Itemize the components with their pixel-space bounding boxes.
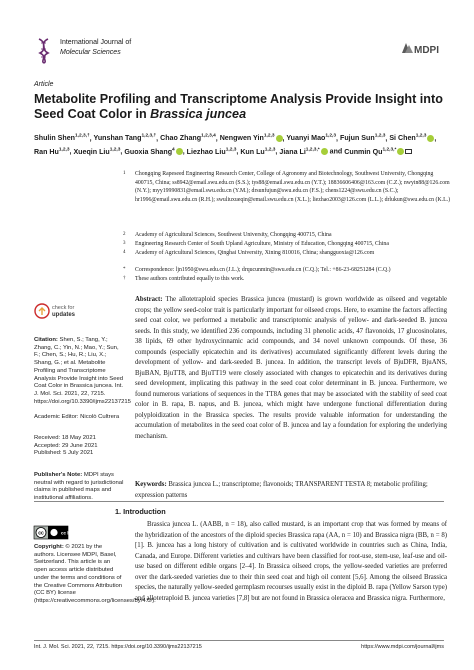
author-name: Kun Lu — [240, 147, 265, 156]
author-affiliation-sup: 1,2,3 — [109, 147, 121, 153]
affiliation-number: 1 — [123, 171, 126, 176]
affiliation — [123, 240, 453, 249]
author[interactable] — [340, 134, 385, 142]
author-affiliation-sup: 1,2,3 — [225, 147, 237, 153]
affiliation — [123, 231, 453, 240]
author[interactable] — [344, 148, 412, 156]
affiliation-text: Academy of Agricultural Sciences, Southwest University, Chongqing 400715, China — [135, 232, 332, 238]
keywords-label: Keywords: — [135, 481, 167, 488]
keywords — [135, 480, 447, 501]
author-affiliation-sup: 1,2,3,* — [305, 147, 320, 153]
author-name: Si Chen — [389, 134, 416, 143]
author-name: Nengwen Yin — [219, 134, 264, 143]
section-heading: 1. Introduction — [115, 507, 166, 516]
author-affiliation-sup: 1,2,3 — [415, 134, 427, 139]
author[interactable] — [124, 148, 182, 156]
author-affiliation-sup: 1,2,3 — [263, 134, 275, 139]
author-list: Shulin Shen$^{1,2,3,\dagger}$, Yunshan Tang$^{1,2,3,\dagger}$, Chao Zhang$^{1,2,3,4}$, Nengwen Yin$^{1,2,3}$ , Yuanyi Mao$^{1,2,3}$, Fujun Sun$^{1,2,3}$, Si Chen$^{1,2,3}$ , Ran Hu$^{1,2,3}$, Xueqin Liu$^{1,2,3}$, Guoxia Shang$^4$ , Liezhao Liu$^{1,2,3}$, Kun Lu$^{1,2,3}$, Jiana $Li^{1,2,3,*}$ and Cunmin $Qu^{1,2,3,*}$ — [34, 134, 437, 156]
check-updates-line1: check for — [52, 305, 75, 311]
author[interactable] — [34, 134, 90, 142]
article-title — [34, 92, 444, 122]
check-updates-line2: updates — [52, 312, 76, 318]
copyright-block — [34, 544, 156, 606]
affiliation — [123, 266, 453, 275]
email-icon[interactable] — [405, 149, 412, 154]
author-name: Cunmin Qu — [344, 147, 383, 156]
author-affiliation-sup: 1,2,3,† — [141, 134, 157, 139]
author-name: Guoxia Shang — [124, 147, 173, 156]
dates-block — [34, 435, 124, 458]
affiliation-text: These authors contributed equally to this work. — [135, 276, 245, 282]
affiliation — [123, 170, 453, 205]
affiliation-text: Academy of Agricultural Sciences, Qinghai University, Xining 810016, China; shangguoxia@126.com — [135, 250, 375, 256]
footer-journal-link[interactable]: https://www.mdpi.com/journal/ijms — [361, 644, 444, 650]
title-text: Metabolite Profiling and Transcriptome Analysis Provide Insight into Seed Coat Color in — [34, 92, 443, 121]
introduction-body: Brassica juncea L. (AABB, n = 18), also called mustard, is an important crop that was formed by means of the hybridization of the ancestors of the diploid species Brassica rapa (AA, n = 10) and Brassica nigra (BB, n = 8) [1]. B. juncea has a long history of cultivation and is cultivated worldwide in countries such as China, India, Canada, and Europe. Different varieties and cultivars have been classified for root-use, stem-use, leaf-use and oil-use based on different edible organs [2–4]. In Brassica oilseed crops, the yellow-seeded varieties are preferred over the dark-seeded varieties due to their thin seed coat and high oil content [5,6]. Among the oilseed Brassica species, the naturally yellow-seeded germplasm recourses usually exist in the diploid B. rapa (Yellow Sarson type) and allotetraploid B. juncea varieties [7,8] but are not found in Brassica oleracea and Brassica nigra. Furthermore, — [135, 521, 447, 602]
orcid-icon[interactable] — [397, 148, 404, 155]
academic-editor: Academic Editor: Nicolò Cultrera — [34, 414, 120, 420]
orcid-icon[interactable] — [321, 148, 328, 155]
cc-by-license-badge[interactable] — [34, 526, 73, 539]
author-name: Chao Zhang — [160, 134, 202, 143]
author-name: Shulin Shen — [34, 134, 75, 143]
author-affiliation-sup: 1,2,3,4 — [201, 134, 216, 139]
author[interactable] — [279, 148, 327, 156]
author-name: Yunshan Tang — [93, 134, 142, 143]
author[interactable] — [220, 134, 283, 142]
keywords-text: Brassica juncea L.; transcriptome; flavonoids; TRANSPARENT TESTA 8; metabolic profiling; expression patterns — [135, 481, 428, 499]
abstract-label: Abstract: — [135, 296, 163, 303]
affiliation — [123, 275, 453, 284]
svg-text:cc: cc — [38, 530, 44, 537]
received-date: Received: 18 May 2021 — [34, 435, 96, 441]
journal-logo-icon — [34, 37, 54, 63]
orcid-icon[interactable] — [427, 135, 434, 142]
orcid-icon[interactable] — [276, 135, 283, 142]
author[interactable] — [187, 148, 237, 156]
author-name: Fujun Sun — [340, 134, 375, 143]
author[interactable] — [389, 134, 434, 142]
license-badge-text: cc by — [61, 530, 73, 536]
author-affiliation-sup: 1,2,3 — [325, 134, 337, 139]
author[interactable] — [240, 148, 275, 156]
affiliation-text: Correspondence: ljn1950@swu.edu.cn (J.L.); drqucunmin@swu.edu.cn (C.Q.); Tel.: +86-23-68251284 (C.Q.) — [135, 267, 391, 273]
affiliation-text: Engineering Research Center of South Upland Agriculture, Ministry of Education, Chongqing 400715, China — [135, 241, 389, 247]
footer-citation[interactable]: Int. J. Mol. Sci. 2021, 22, 7215. https://doi.org/10.3390/ijms22137215 — [34, 644, 202, 650]
author-affiliation-sup: 1,2,3 — [58, 147, 70, 153]
orcid-icon[interactable] — [176, 148, 183, 155]
author[interactable] — [286, 134, 336, 142]
affiliation-number: † — [123, 276, 126, 281]
check-for-updates-badge[interactable] — [34, 299, 84, 323]
author-name: Ran Hu — [34, 147, 59, 156]
publisher-note-label: Publisher's Note: — [34, 472, 83, 478]
author-affiliation-sup: 4 — [172, 147, 175, 153]
published-date: Published: 5 July 2021 — [34, 450, 94, 457]
journal-name-line1: International Journal of — [60, 39, 132, 46]
abstract-text: The allotetraploid species Brassica juncea (mustard) is grown worldwide as oilseed and vegetable crops; the yellow seed-color trait is particularly important for oilseed crops. Here, to examine the factors affecting seed coat color, we performed a metabolic and transcriptomic analysis of yellow- and dark-seeded B. juncea seeds. In this study, we identified 236 compounds, including 31 phenolic acids, 47 flavonoids, 17 glucosinolates, 38 lipids, 69 other hydroxycinnamic acid compounds, and 34 novel unknown compounds. Of these, 36 compounds (especially epicatechin and its derivatives) accumulated significantly different levels during the development of yellow- and dark-seeded B. juncea. In addition, the transcript levels of BjuDFR, BjuANS, BjuBAN, BjuTT8, and BjuTT19 were closely associated with changes to epicatechin and its derivatives during seed development, implicating this pathway in the seed coat color determinant in B. juncea. Furthermore, we found numerous variations of sequences in the TT8A genes that may be associated with the stability of seed coat color in B. rapa, B. napus, and B. juncea, which might have undergone functional differentiation during polyploidization in the Brassica species. The results provide valuable information for understanding the accumulation of metabolites in the seed coat color of B. juncea and lay a foundation for exploring the underlying mechanism. — [135, 296, 448, 440]
mdpi-logo-text: MDPI — [414, 45, 439, 56]
author-affiliation-sup: 1,2,3 — [374, 134, 386, 139]
introduction-text — [135, 520, 447, 604]
author-affiliation-sup: 1,2,3 — [264, 147, 276, 153]
author[interactable] — [160, 134, 216, 142]
page-footer — [34, 640, 444, 652]
abstract — [135, 295, 447, 442]
citation-block — [34, 337, 131, 406]
journal-name[interactable] — [60, 38, 131, 57]
publisher-note-text: MDPI stays neutral with regard to jurisdictional claims in published maps and institutional affiliations. — [34, 472, 124, 502]
affiliation-number: 2 — [123, 232, 126, 237]
affiliation-number: 4 — [123, 250, 126, 255]
accepted-date: Accepted: 29 June 2021 — [34, 442, 98, 449]
author-affiliation-sup: 1,2,3,* — [382, 147, 397, 153]
copyright-text: © 2021 by the authors. Licensee MDPI, Basel, Switzerland. This article is an open access article distributed under the terms and conditions of the Creative Commons Attribution (CC BY) license (https://creativecommons.org/licenses/by/4.0/). — [34, 544, 156, 604]
journal-name-line2: Molecular Sciences — [60, 48, 121, 56]
section-divider — [34, 501, 444, 502]
author-name: Xueqin Liu — [73, 147, 110, 156]
citation-label: Citation: — [34, 337, 58, 343]
citation-text: Shen, S.; Tang, Y.; Zhang, C.; Yin, N.; Mao, Y.; Sun, F.; Chen, S.; Hu, R.; Liu, X.; Shang, G.; et al. Metabolite Profiling and Transcriptome Analysis Provide Insight into Seed Coat Color in Brassica juncea. Int. J. Mol. Sci. 2021, 22, 7215. https://doi.org/10.3390/ijms22137215 — [34, 337, 131, 405]
author-name: Liezhao Liu — [186, 147, 226, 156]
title-species: Brassica juncea — [150, 107, 247, 121]
author-affiliation-sup: 1,2,3,† — [75, 134, 90, 139]
affiliation — [123, 249, 453, 258]
copyright-label: Copyright: — [34, 544, 64, 550]
author[interactable] — [94, 134, 157, 142]
author-name: Jiana Li — [279, 147, 306, 156]
author[interactable] — [34, 148, 70, 156]
publisher-note — [34, 472, 124, 503]
author-name: Yuanyi Mao — [286, 134, 326, 143]
affiliation-number: * — [123, 267, 126, 272]
mdpi-logo[interactable] — [400, 40, 440, 57]
author[interactable] — [73, 148, 120, 156]
affiliation-text: Chongqing Rapeseed Engineering Research Center, College of Agronomy and Biotechnology, Southwest University, Chongqing 400715, China; ss8942@email.swu.edu.cn (S.S.); tys88@email.swu.edu.cn (Y.T.); 18836606406@163.com (C.Z.); nwyin88@126.com (N.Y.); myy19990831@email.swu.edu.cn (Y.M.); drsunfujun@swu.edu.cn (F.S.); chens1224@swu.edu.cn (S.C.); hr1996@email.swu.edu.cn (R.H.); swuliuxueqin@email.swu.edu.cn (X.L.); liezhao2003@126.com (L.L.); drlukun@swu.edu.cn (K.L.) — [135, 171, 450, 204]
article-type: Article — [34, 81, 54, 88]
affiliation-number: 3 — [123, 241, 126, 246]
